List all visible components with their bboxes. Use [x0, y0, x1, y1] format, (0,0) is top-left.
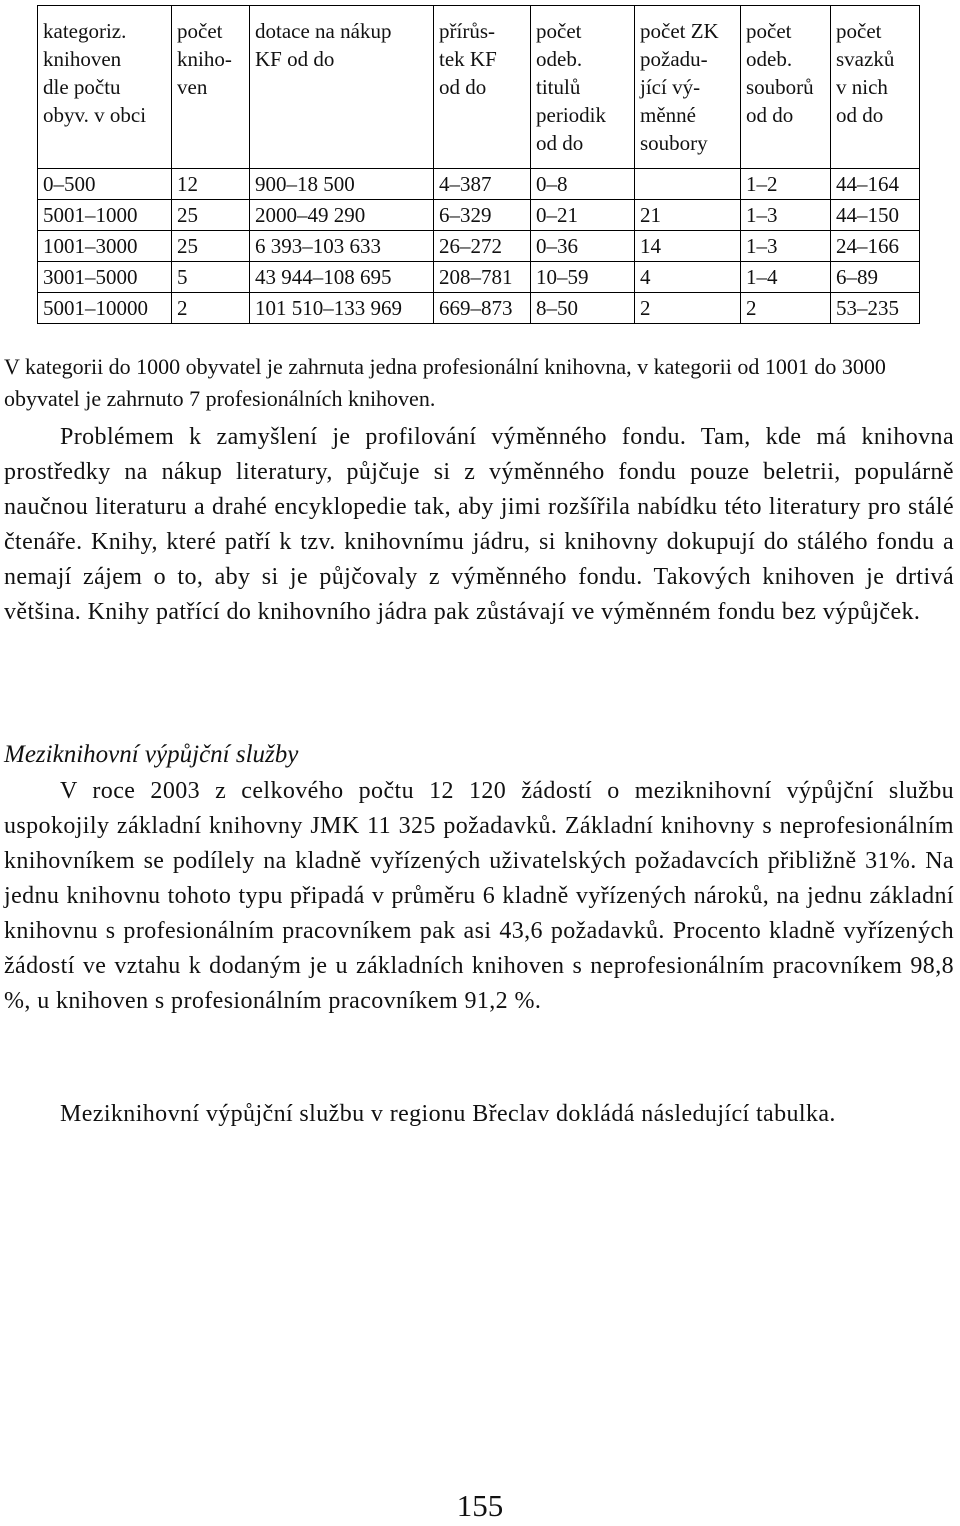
table-cell: 1–3	[741, 200, 831, 231]
table-cell: 3001–5000	[38, 262, 172, 293]
header-cell-periodicals: počet odeb. titulů periodik od do	[531, 6, 635, 169]
table-cell: 101 510–133 969	[250, 293, 434, 324]
table-row	[38, 169, 920, 200]
table-cell: 12	[172, 169, 250, 200]
header-cell-volumes: počet svazků v nich od do	[831, 6, 920, 169]
header-cell-sets-received: počet odeb. souborů od do	[741, 6, 831, 169]
library-statistics-table	[37, 5, 920, 324]
body-paragraph-interlibrary-loans: V roce 2003 z celkového počtu 12 120 žádostí o meziknihovní výpůjční službu uspokojily základní knihovny JMK 11 325 požadavků. Základní knihovny s neprofesionálním knihovníkem se podílely na kladně vyřízených uživatelských požadavcích přibližně 31%. Na jednu knihovnu tohoto typu připadá v průměru 6 kladně vyřízených nároků, na jednu základní knihovnu s profesionálním pracovníkem pak asi 43,6 požadavků. Procento kladně vyřízených žádostí ve vztahu k dodaným je u základních knihoven s neprofesionálním pracovníkem 98,8 %, u knihoven s profesionálním pracovníkem 91,2 %.	[4, 778, 954, 1014]
table-cell: 10–59	[531, 262, 635, 293]
table-cell	[635, 169, 741, 200]
header-cell-acquisition-funding: dotace na nákup KF od do	[250, 6, 434, 169]
table-cell: 0–36	[531, 231, 635, 262]
table-cell: 4	[635, 262, 741, 293]
table-cell: 5001–10000	[38, 293, 172, 324]
table-cell: 0–21	[531, 200, 635, 231]
table-cell: 14	[635, 231, 741, 262]
table-cell: 43 944–108 695	[250, 262, 434, 293]
table-cell: 44–164	[831, 169, 920, 200]
table-cell: 6–329	[434, 200, 531, 231]
page-number: 155	[456, 1488, 504, 1523]
table-body	[38, 169, 920, 324]
table-cell: 5001–1000	[38, 200, 172, 231]
table-cell: 26–272	[434, 231, 531, 262]
table-row	[38, 200, 920, 231]
table-cell: 6–89	[831, 262, 920, 293]
table-cell: 208–781	[434, 262, 531, 293]
table-cell: 5	[172, 262, 250, 293]
body-paragraph-exchange-fund: Problémem k zamyšlení je profilování výměnného fondu. Tam, kde má knihovna prostředky na nákup literatury, půjčuje si z výměnného fondu pouze beletrii, populárně naučnou literaturu a drahé encyklopedie tak, aby jimi rozšířila nabídku této literatury pro stálé čtenáře. Knihy, které patří k tzv. knihovnímu jádru, si knihovny dokupují do stálého fondu a nemají zájem o to, aby si je půjčovaly z výměnného fondu. Takových knihoven je drtivá většina. Knihy patřící do knihovního jádra pak zůstávají ve výměnném fondu bez výpůjček.	[4, 424, 954, 625]
table-header-row	[38, 6, 920, 169]
table-cell: 25	[172, 200, 250, 231]
table-cell: 44–150	[831, 200, 920, 231]
table-cell: 0–500	[38, 169, 172, 200]
note-paragraph: V kategorii do 1000 obyvatel je zahrnuta jedna profesionální knihovna, v kategorii od 1001 do 3000 obyvatel je zahrnuto 7 profesionálních knihoven.	[4, 354, 886, 411]
table-cell: 1–3	[741, 231, 831, 262]
table-cell: 669–873	[434, 293, 531, 324]
table-cell: 900–18 500	[250, 169, 434, 200]
table-cell: 53–235	[831, 293, 920, 324]
table-cell: 21	[635, 200, 741, 231]
table-header	[38, 6, 920, 169]
table-cell: 2	[172, 293, 250, 324]
table-cell: 0–8	[531, 169, 635, 200]
table-cell: 1001–3000	[38, 231, 172, 262]
header-cell-category: kategoriz. knihoven dle počtu obyv. v obci	[38, 6, 172, 169]
table-cell: 1–4	[741, 262, 831, 293]
header-cell-collection-growth: přírůs- tek KF od do	[434, 6, 531, 169]
table-cell: 2	[635, 293, 741, 324]
header-cell-exchange-requests: počet ZK požadu- jící vý- měnné soubory	[635, 6, 741, 169]
table-row	[38, 262, 920, 293]
header-cell-library-count: počet kniho- ven	[172, 6, 250, 169]
section-heading: Meziknihovní výpůjční služby	[4, 741, 299, 768]
table-cell: 2000–49 290	[250, 200, 434, 231]
table-cell: 1–2	[741, 169, 831, 200]
table-row	[38, 231, 920, 262]
table-row	[38, 293, 920, 324]
table-cell: 24–166	[831, 231, 920, 262]
table-cell: 2	[741, 293, 831, 324]
table-cell: 8–50	[531, 293, 635, 324]
body-paragraph-breclav: Meziknihovní výpůjční službu v regionu Břeclav dokládá následující tabulka.	[60, 1101, 836, 1127]
table-cell: 4–387	[434, 169, 531, 200]
table-cell: 25	[172, 231, 250, 262]
table-cell: 6 393–103 633	[250, 231, 434, 262]
